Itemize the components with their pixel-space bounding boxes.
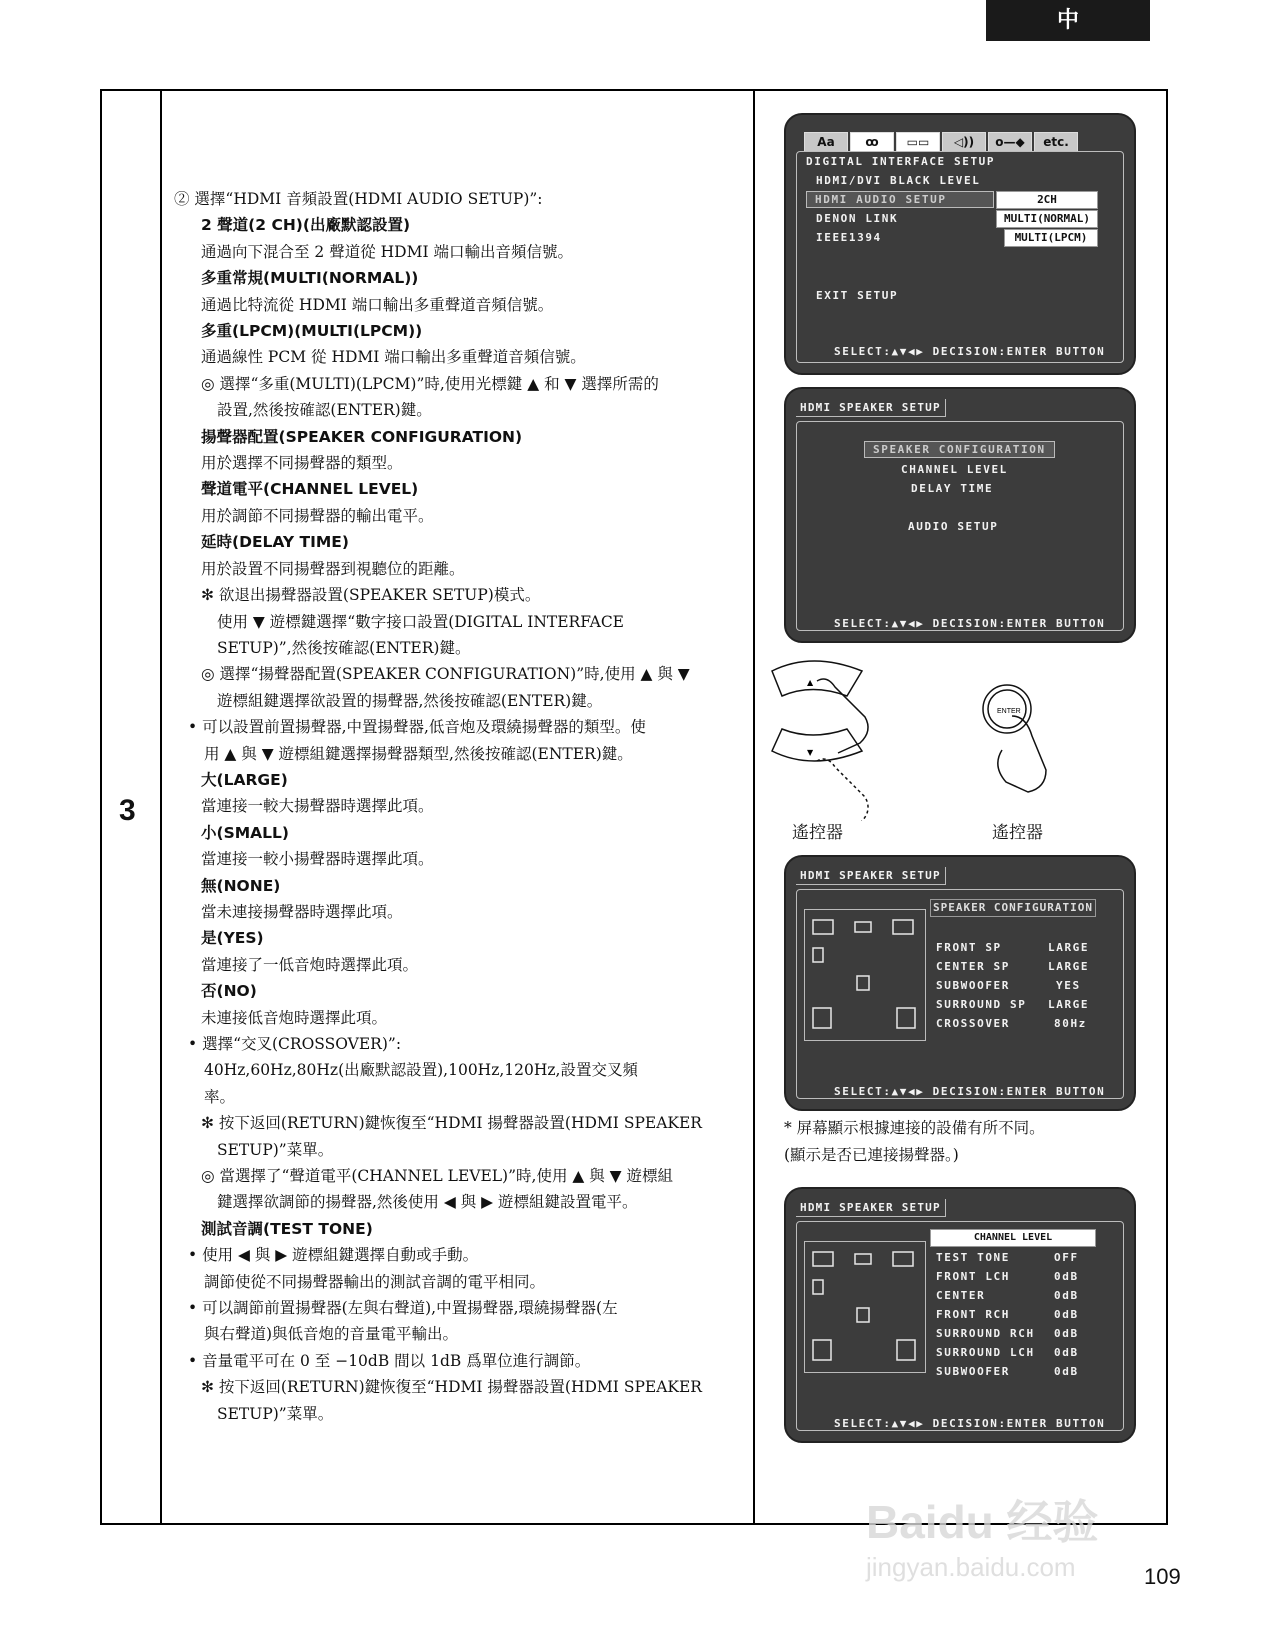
text-line: ② 選擇“HDMI 音頻設置(HDMI AUDIO SETUP)”: <box>174 190 543 208</box>
text-line: SETUP)”菜單。 <box>217 1404 334 1423</box>
watermark-brand: Baidu 经验 <box>866 1496 1099 1548</box>
digital-interface-setup-screen <box>784 113 1136 375</box>
text-line: ◎ 選擇“揚聲器配置(SPEAKER CONFIGURATION)”時,使用 ▲ 與 ▼ <box>201 665 690 684</box>
text-line: 率。 <box>204 1087 236 1106</box>
row-label[interactable]: SUBWOOFER <box>936 1365 1011 1378</box>
language-tab: 中 文 <box>986 0 1150 41</box>
text-line: 遊標組鍵選擇欲設置的揚聲器,然後按確認(ENTER)鍵。 <box>217 691 603 710</box>
text-line: 40Hz,60Hz,80Hz(出廠默認設置),100Hz,120Hz,設置交叉頻 <box>204 1061 638 1080</box>
note-line: (顯示是否已連接揚聲器。) <box>784 1146 959 1164</box>
menu-item-selected[interactable]: SPEAKER CONFIGURATION <box>864 441 1055 458</box>
front-right-speaker-icon <box>893 920 913 934</box>
text-line: 當連接一較小揚聲器時選擇此項。 <box>201 850 434 869</box>
section-header: SPEAKER CONFIGURATION <box>930 899 1096 917</box>
text-line: ◎ 當選擇了“聲道電平(CHANNEL LEVEL)”時,使用 ▲ 與 ▼ 遊標組 <box>201 1167 674 1186</box>
row-label[interactable]: SURROUND LCH <box>936 1346 1035 1359</box>
row-label[interactable]: CENTER <box>936 1289 986 1302</box>
bullet-line: • 可以調節前置揚聲器(左與右聲道),中置揚聲器,環繞揚聲器(左 <box>188 1299 618 1318</box>
speaker-layout-diagram <box>804 1241 926 1373</box>
watermark-url: jingyan.baidu.com <box>866 1552 1076 1582</box>
menu-item[interactable]: DENON LINK <box>816 212 899 225</box>
row-value: LARGE <box>1048 960 1090 973</box>
note-line: * 屏幕顯示根據連接的設備有所不同。 <box>784 1119 1045 1137</box>
front-left-speaker-icon <box>813 1252 833 1266</box>
option-heading: 2 聲道(2 CH)(出廠默認設置) <box>201 216 411 235</box>
text-line: 通過向下混合至 2 聲道從 HDMI 端口輸出音頻信號。 <box>201 242 574 261</box>
audio-tab-icon: ꝏ <box>850 132 894 152</box>
row-label[interactable]: CENTER SP <box>936 960 1011 973</box>
remote-caption-right: 遙控器 <box>992 823 1043 843</box>
text-line: 未連接低音炮時選擇此項。 <box>201 1008 388 1027</box>
lock-tab-icon: o—◆ <box>988 132 1032 152</box>
bullet-line: • 使用 ◀ 與 ▶ 遊標組鍵選擇自動或手動。 <box>188 1246 479 1265</box>
language-tab-icon: Aa <box>804 132 848 152</box>
option-multi-lpcm[interactable]: MULTI(LPCM) <box>1004 229 1098 247</box>
text-line: 通過線性 PCM 從 HDMI 端口輸出多重聲道音頻信號。 <box>201 348 586 367</box>
row-value: 0dB <box>1054 1346 1079 1359</box>
row-label[interactable]: TEST TONE <box>936 1251 1011 1264</box>
text-line: 通過比特流從 HDMI 端口輸出多重聲道音頻信號。 <box>201 295 554 314</box>
content-frame <box>100 89 1168 1525</box>
surround-right-speaker-icon <box>897 1340 915 1360</box>
screen-title: HDMI SPEAKER SETUP <box>796 867 946 885</box>
option-heading: 多重常規(MULTI(NORMAL)) <box>201 269 419 288</box>
page-number: 109 <box>1144 1564 1181 1589</box>
row-value: OFF <box>1054 1251 1079 1264</box>
text-line: SETUP)”,然後按確認(ENTER)鍵。 <box>217 638 471 657</box>
text-line: ✻ 按下返回(RETURN)鍵恢復至“HDMI 揚聲器設置(HDMI SPEAKER <box>201 1378 702 1397</box>
front-left-speaker-icon <box>813 920 833 934</box>
row-value: 0dB <box>1054 1327 1079 1340</box>
text-line: 用於設置不同揚聲器到視聽位的距離。 <box>201 559 465 578</box>
screen-title: DIGITAL INTERFACE SETUP <box>806 155 996 168</box>
up-cursor-button-icon <box>772 661 862 696</box>
row-label[interactable]: FRONT SP <box>936 941 1002 954</box>
step-number: 3 <box>119 794 136 827</box>
enter-label: ENTER <box>997 708 1021 715</box>
menu-tab-bar <box>804 131 1080 151</box>
step-column <box>102 91 162 1523</box>
row-value: 0dB <box>1054 1289 1079 1302</box>
screen-title: HDMI SPEAKER SETUP <box>796 399 946 417</box>
row-value: 0dB <box>1054 1308 1079 1321</box>
section-header: CHANNEL LEVEL <box>930 1229 1096 1247</box>
row-label[interactable]: SURROUND RCH <box>936 1327 1035 1340</box>
listener-icon <box>857 1308 869 1322</box>
text-line: 當連接一較大揚聲器時選擇此項。 <box>201 797 434 816</box>
down-arrow-icon: ▼ <box>807 748 814 757</box>
row-label[interactable]: SUBWOOFER <box>936 979 1011 992</box>
channel-level-screen <box>784 1187 1136 1443</box>
row-value: 0dB <box>1054 1365 1079 1378</box>
etc-tab-icon: etc. <box>1034 132 1078 152</box>
option-heading: 大(LARGE) <box>201 770 288 789</box>
row-value: 0dB <box>1054 1270 1079 1283</box>
text-line: ✻ 欲退出揚聲器設置(SPEAKER SETUP)模式。 <box>201 586 541 605</box>
instructions-text <box>174 186 734 1427</box>
row-value: 80Hz <box>1054 1017 1087 1030</box>
text-line: 鍵選擇欲調節的揚聲器,然後使用 ◀ 與 ▶ 遊標組鍵設置電平。 <box>217 1193 638 1212</box>
option-heading: 揚聲器配置(SPEAKER CONFIGURATION) <box>201 427 523 446</box>
up-arrow-icon: ▲ <box>807 678 814 687</box>
option-heading: 多重(LPCM)(MULTI(LPCM)) <box>201 322 423 341</box>
option-heading: 聲道電平(CHANNEL LEVEL) <box>201 480 419 499</box>
row-label[interactable]: FRONT LCH <box>936 1270 1011 1283</box>
option-heading: 小(SMALL) <box>201 823 290 842</box>
option-heading: 測試音調(TEST TONE) <box>201 1219 373 1238</box>
screen-footer: SELECT:▲▼◀▶ DECISION:ENTER BUTTON <box>834 617 1106 630</box>
menu-item[interactable]: DELAY TIME <box>911 482 994 495</box>
row-label[interactable]: FRONT RCH <box>936 1308 1011 1321</box>
front-right-speaker-icon <box>893 1252 913 1266</box>
center-speaker-icon <box>855 922 871 932</box>
screen-footer: SELECT:▲▼◀▶ DECISION:ENTER BUTTON <box>834 345 1106 358</box>
bullet-line: • 選擇“交叉(CROSSOVER)”: <box>188 1035 402 1053</box>
option-heading: 是(YES) <box>201 929 264 948</box>
bullet-line: • 音量電平可在 0 至 −10dB 間以 1dB 爲單位進行調節。 <box>188 1351 591 1370</box>
row-label[interactable]: CROSSOVER <box>936 1017 1011 1030</box>
text-line: 設置,然後按確認(ENTER)鍵。 <box>217 401 432 420</box>
text-line: 用於調節不同揚聲器的輸出電平。 <box>201 506 434 525</box>
instructions-column <box>160 91 755 1523</box>
text-line: 用 ▲ 與 ▼ 遊標組鍵選擇揚聲器類型,然後按確認(ENTER)鍵。 <box>204 744 633 763</box>
speaker-layout-diagram <box>804 909 926 1041</box>
text-line: 使用 ▼ 遊標鍵選擇“數字接口設置(DIGITAL INTERFACE <box>217 612 624 631</box>
speaker-tab-icon: ◁)) <box>942 132 986 152</box>
row-value: YES <box>1056 979 1081 992</box>
surround-right-speaker-icon <box>897 1008 915 1028</box>
text-line: 當未連接揚聲器時選擇此項。 <box>201 902 403 921</box>
option-heading: 延時(DELAY TIME) <box>201 533 349 552</box>
option-heading: 否(NO) <box>201 982 257 1001</box>
menu-item[interactable]: CHANNEL LEVEL <box>901 463 1008 476</box>
remote-illustration <box>762 651 1162 821</box>
bullet-line: • 可以設置前置揚聲器,中置揚聲器,低音炮及環繞揚聲器的類型。使 <box>188 718 646 737</box>
subwoofer-icon <box>813 1280 823 1294</box>
option-2ch[interactable]: 2CH <box>996 191 1098 209</box>
exit-setup[interactable]: EXIT SETUP <box>816 289 899 302</box>
row-label[interactable]: SURROUND SP <box>936 998 1027 1011</box>
row-value: LARGE <box>1048 941 1090 954</box>
row-value: LARGE <box>1048 998 1090 1011</box>
hdmi-speaker-setup-screen <box>784 387 1136 643</box>
screen-footer: SELECT:▲▼◀▶ DECISION:ENTER BUTTON <box>834 1417 1106 1430</box>
listener-icon <box>857 976 869 990</box>
menu-item-selected[interactable]: HDMI AUDIO SETUP <box>806 191 994 208</box>
text-line: 當連接了一低音炮時選擇此項。 <box>201 955 419 974</box>
speaker-configuration-screen <box>784 855 1136 1111</box>
center-speaker-icon <box>855 1254 871 1264</box>
text-line: SETUP)”菜單。 <box>217 1140 334 1159</box>
surround-left-speaker-icon <box>813 1340 831 1360</box>
option-heading: 無(NONE) <box>201 876 281 895</box>
text-line: ✻ 按下返回(RETURN)鍵恢復至“HDMI 揚聲器設置(HDMI SPEAKER <box>201 1114 702 1133</box>
text-line: 用於選擇不同揚聲器的類型。 <box>201 454 403 473</box>
text-line: ◎ 選擇“多重(MULTI)(LPCM)”時,使用光標鍵 ▲ 和 ▼ 選擇所需的 <box>201 374 659 393</box>
remote-caption-left: 遙控器 <box>792 823 843 843</box>
surround-left-speaker-icon <box>813 1008 831 1028</box>
subwoofer-icon <box>813 948 823 962</box>
option-multi-normal[interactable]: MULTI(NORMAL) <box>996 210 1098 228</box>
watermark <box>866 1486 1166 1583</box>
screen-note <box>784 1115 1045 1169</box>
menu-item[interactable]: HDMI/DVI BLACK LEVEL <box>816 174 981 187</box>
menu-item[interactable]: AUDIO SETUP <box>908 520 999 533</box>
text-line: 調節使從不同揚聲器輸出的測試音調的電平相同。 <box>204 1272 546 1291</box>
down-cursor-button-icon <box>772 729 862 761</box>
screen-title: HDMI SPEAKER SETUP <box>796 1199 946 1217</box>
text-line: 與右聲道)與低音炮的音量電平輸出。 <box>204 1325 459 1344</box>
video-tab-icon: ▭▭ <box>896 132 940 152</box>
menu-item[interactable]: IEEE1394 <box>816 231 882 244</box>
hand-icon <box>817 759 868 821</box>
screen-footer: SELECT:▲▼◀▶ DECISION:ENTER BUTTON <box>834 1085 1106 1098</box>
